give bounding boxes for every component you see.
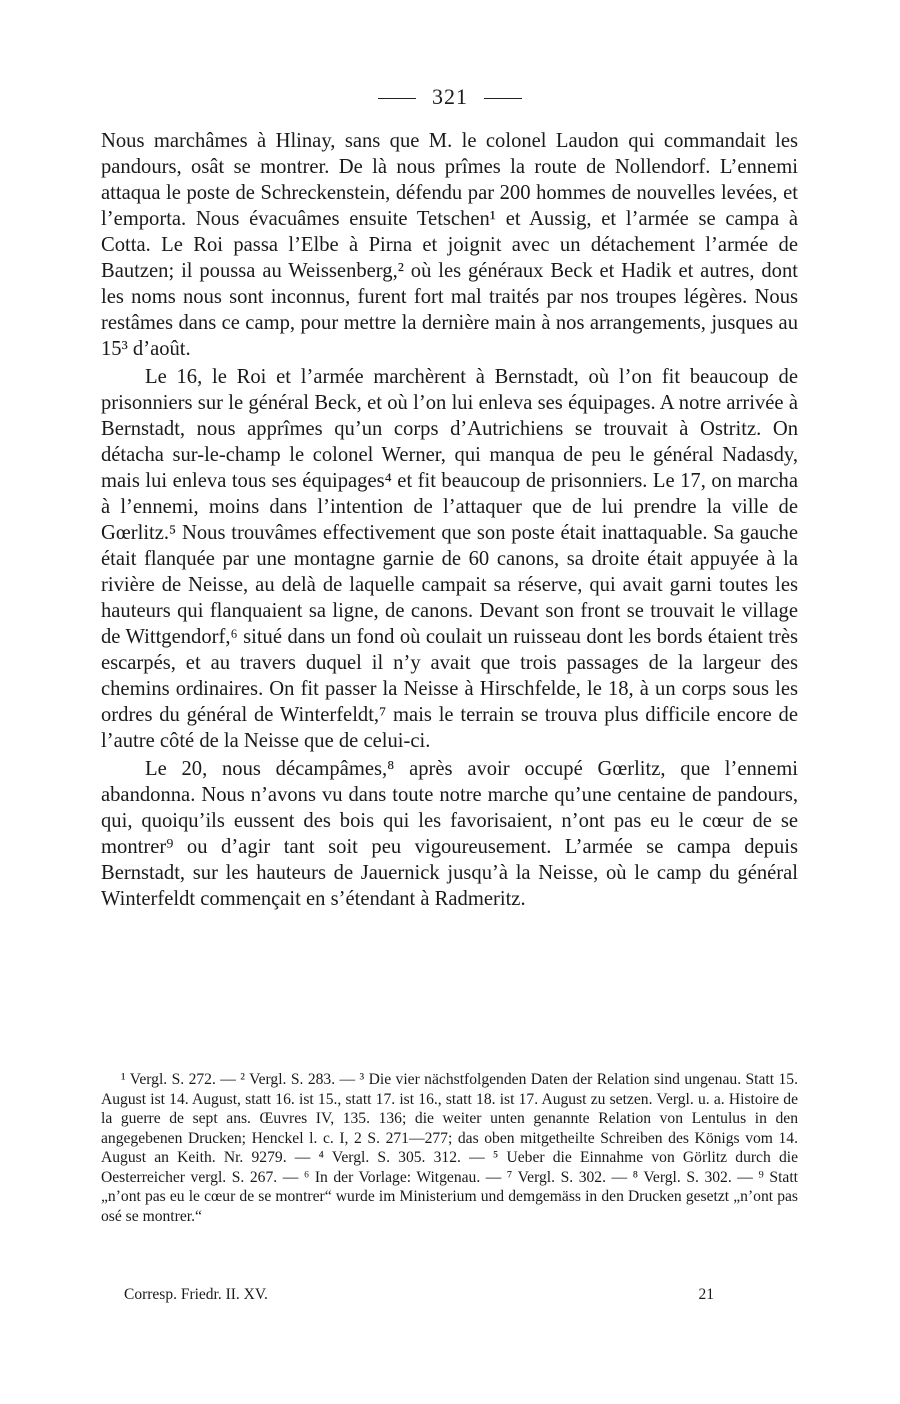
page-footer: [124, 1286, 714, 1304]
header-rule-right: [484, 98, 522, 99]
main-text: [101, 128, 798, 912]
footnote-text: ¹ Vergl. S. 272. — ² Vergl. S. 283. — ³ Die vier nächstfolgenden Daten der Relation sind ungenau. Statt 15. August ist 14. August, statt 16. ist 15., statt 17. ist 16., statt 18. ist 17. August zu setzen. Vergl. u. a. Histoire de la guerre de sept ans. Œuvres IV, 135. 136; die weiter unten genannte Relation von Lentulus in den angegebenen Drucken; Henckel l. c. I, 2 S. 271—277; das oben mitgetheilte Schreiben des Königs vom 14. August an Keith. Nr. 9279. — ⁴ Vergl. S. 305. 312. — ⁵ Ueber die Einnahme von Görlitz durch die Oesterreicher vergl. S. 267. — ⁶ In der Vorlage: Witgenau. — ⁷ Vergl. S. 302. — ⁸ Vergl. S. 302. — ⁹ Statt „n’ont pas eu le cœur de se montrer“ wurde im Ministerium und demgemäss in den Drucken gesetzt „n’ont pas osé se montrer.“: [101, 1071, 798, 1225]
paragraph: Nous marchâmes à Hlinay, sans que M. le colonel Laudon qui commandait les pandours, osât se montrer. De là nous prîmes la route de Nollendorf. L’ennemi attaqua le poste de Schreckenstein, défendu par 200 hommes de nouvelles levées, et l’emporta. Nous évacuâmes ensuite Tetschen¹ et Aussig, et l’armée se campa à Cotta. Le Roi passa l’Elbe à Pirna et joignit avec un détachement l’armée de Bautzen; il poussa au Weissenberg,² où les généraux Beck et Hadik et autres, dont les noms nous sont inconnus, furent fort mal traités par nos troupes légères. Nous restâmes dans ce camp, pour mettre la dernière main à nos arrangements, jusques au 15³ d’août.: [101, 130, 798, 360]
page-number: 321: [432, 84, 468, 109]
paragraph: Le 16, le Roi et l’armée marchèrent à Bernstadt, où l’on fit beaucoup de prisonniers sur le général Beck, et où l’on lui enleva ses équipages. A notre arrivée à Bernstadt, nous apprîmes qu’un corps d’Autrichiens se trouvait à Ostritz. On détacha sur-le-champ le colonel Werner, qui manqua de peu le général Nadasdy, mais lui enleva tous ses équipages⁴ et fit beaucoup de prisonniers. Le 17, on marcha à l’ennemi, moins dans l’intention de l’attaquer que de lui prendre la ville de Gœrlitz.⁵ Nous trouvâmes effectivement que son poste était inattaquable. Sa gauche était flanquée par une montagne garnie de 60 canons, sa droite était appuyée à la rivière de Neisse, au delà de laquelle campait sa réserve, qui avait garni toutes les hauteurs qui flanquaient sa ligne, de canons. Devant son front se trouvait le village de Wittgendorf,⁶ situé dans un fond où coulait un ruisseau dont les bords étaient très escarpés, et au travers duquel il n’y avait que trois passages de la largeur des chemins ordinaires. On fit passer la Neisse à Hirschfelde, le 18, à un corps sous les ordres du général de Winterfeldt,⁷ mais le terrain se trouva plus difficile encore de l’autre côté de la Neisse que de celui-ci.: [101, 366, 798, 752]
paragraph: Le 20, nous décampâmes,⁸ après avoir occupé Gœrlitz, que l’ennemi abandonna. Nous n’avons vu dans toute notre marche qu’une centaine de pandours, qui, quoiqu’ils eussent des bois qui les favorisaient, n’ont pas eu le cœur de se montrer⁹ ou d’agir tant soit peu vigoureusement. L’armée se campa depuis Bernstadt, sur les hauteurs de Jauernick jusqu’à la Neisse, où le camp du général Winterfeldt commençait en s’étendant à Radmeritz.: [101, 758, 798, 910]
footnotes: [101, 1070, 798, 1226]
page-header: [0, 84, 900, 110]
source-line: Corresp. Friedr. II. XV.: [124, 1286, 268, 1303]
signature-mark: 21: [698, 1286, 714, 1303]
header-rule-left: [378, 98, 416, 99]
